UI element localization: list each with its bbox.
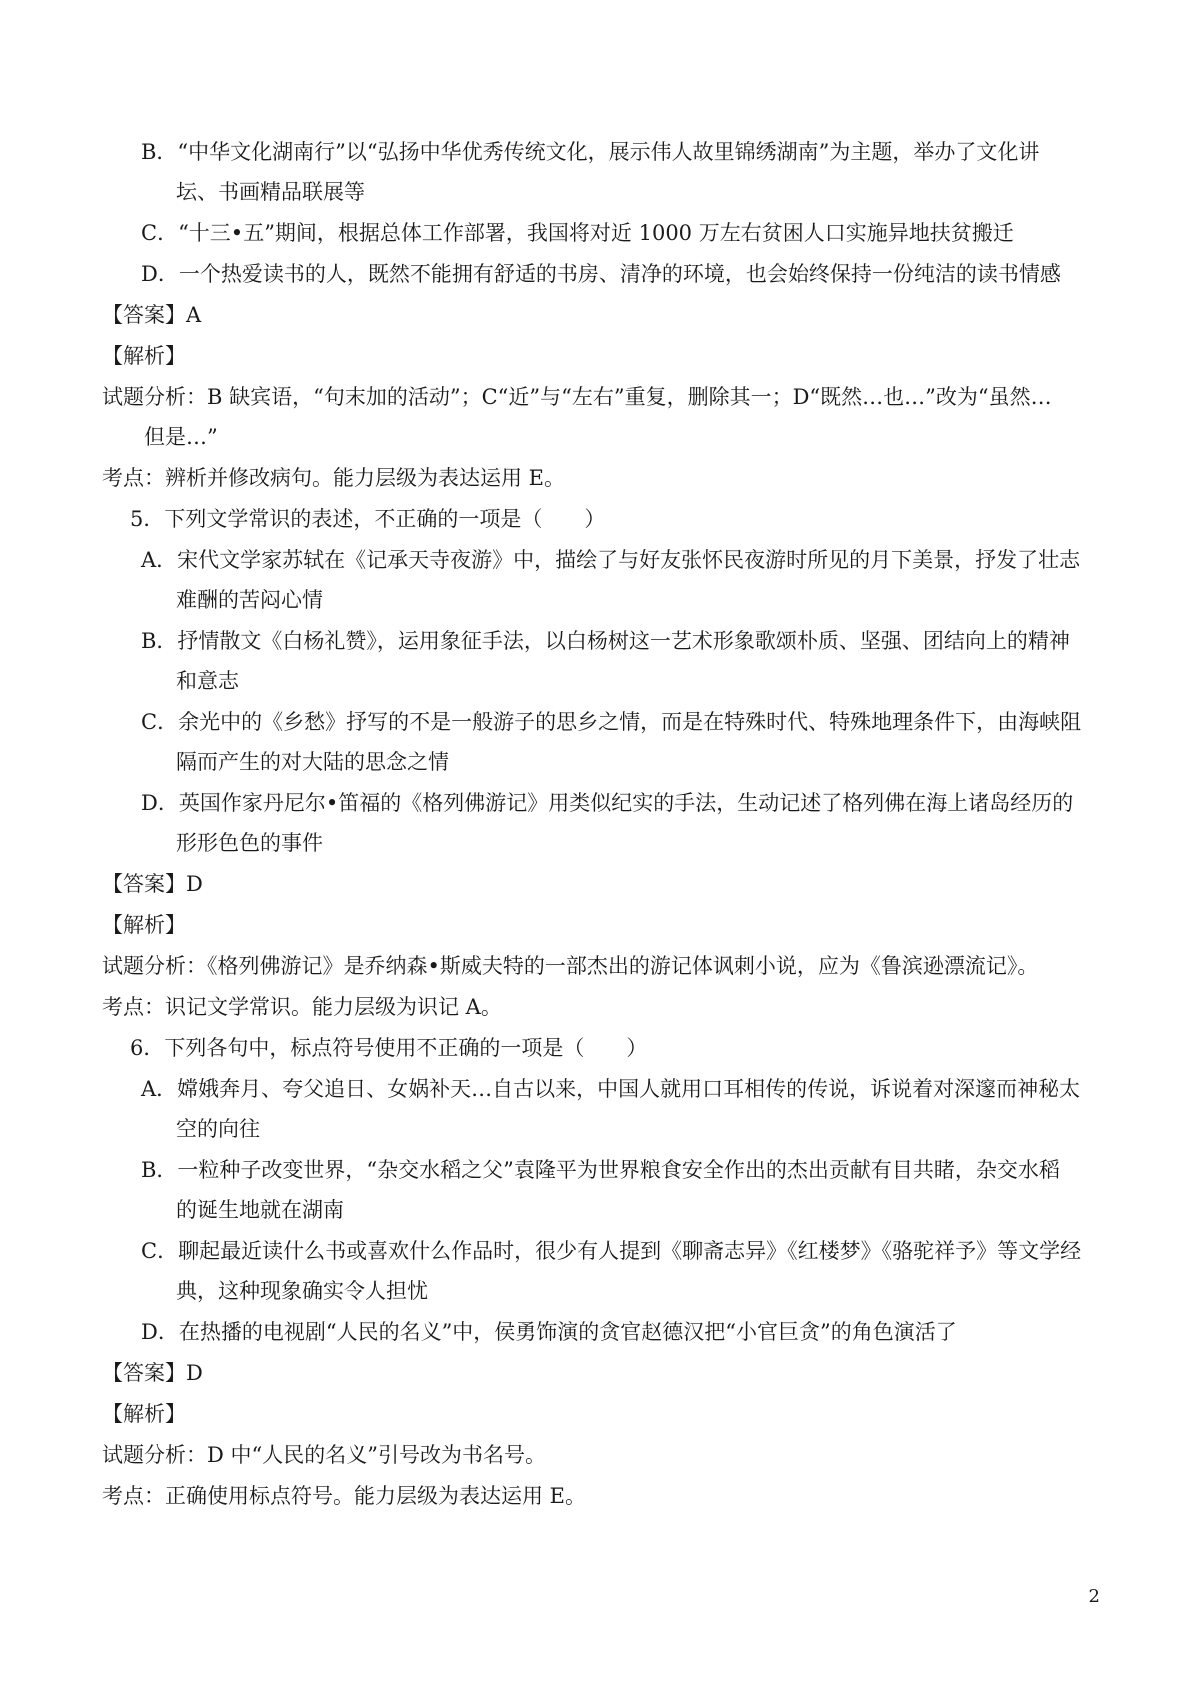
q6-analysis: 试题分析：D 中“人民的名义”引号改为书名号。 (102, 1443, 546, 1467)
q6-answer: 【答案】D (102, 1361, 203, 1385)
q5-option-c-text: C．余光中的《乡愁》抒写的不是一般游子的思乡之情，而是在特殊时代、特殊地理条件下，由海峡阻 (141, 710, 1082, 734)
page-number: 2 (1088, 1586, 1100, 1607)
q5-option-b (141, 627, 1092, 695)
q4-option-c (141, 219, 1092, 247)
q4-option-d-text: D．一个热爱读书的人，既然不能拥有舒适的书房、清净的环境，也会始终保持一份纯洁的读书情感 (141, 262, 1061, 286)
q6-option-a-text: A．嫦娥奔月、夸父追日、女娲补天…自古以来，中国人就用口耳相传的传说，诉说着对深邃而神秘太 (141, 1077, 1081, 1101)
q6-option-c-cont: 典，这种现象确实令人担忧 (176, 1279, 428, 1303)
q6-stem: 6．下列各句中，标点符号使用不正确的一项是（ ） (130, 1036, 648, 1060)
q5-option-b-cont: 和意志 (176, 669, 239, 693)
question-5-options (132, 546, 1092, 857)
q6-option-b-text: B．一粒种子改变世界，“杂交水稻之父”袁隆平为世界粮食安全作出的杰出贡献有目共睹，杂交水稻 (141, 1158, 1060, 1182)
q6-kaodian: 考点：正确使用标点符号。能力层级为表达运用 E。 (102, 1484, 587, 1508)
q5-option-a-cont: 难酬的苦闷心情 (176, 588, 323, 612)
q5-option-d-text: D．英国作家丹尼尔•笛福的《格列佛游记》用类似纪实的手法，生动记述了格列佛在海上诸岛经历的 (141, 791, 1074, 815)
q4-option-b-cont: 坛、书画精品联展等 (176, 180, 365, 204)
q5-option-a (141, 546, 1092, 614)
question-4-options (132, 138, 1092, 288)
q6-option-c (141, 1237, 1092, 1305)
q5-analysis-heading: 【解析】 (102, 913, 186, 937)
q6-option-b-cont: 的诞生地就在湖南 (176, 1198, 344, 1222)
q6-option-a-cont: 空的向往 (176, 1117, 260, 1141)
q5-option-c (141, 708, 1092, 776)
q5-option-d (141, 789, 1092, 857)
q5-option-d-cont: 形形色色的事件 (176, 831, 323, 855)
q5-stem: 5．下列文学常识的表述，不正确的一项是（ ） (130, 507, 606, 531)
q6-option-d (141, 1318, 1092, 1346)
q4-option-c-text: C．“十三•五”期间，根据总体工作部署，我国将对近 1000 万左右贫困人口实施异地扶贫搬迁 (141, 221, 1014, 245)
q6-analysis-heading: 【解析】 (102, 1402, 186, 1426)
q4-analysis-text: 试题分析：B 缺宾语，“句末加的活动”；C“近”与“左右”重复，删除其一；D“既然…也…”改为“虽然… (102, 385, 1052, 409)
q4-analysis-cont: 但是…” (144, 425, 218, 449)
q5-option-b-text: B．抒情散文《白杨礼赞》，运用象征手法，以白杨树这一艺术形象歌颂朴质、坚强、团结向上的精神 (141, 629, 1070, 653)
q6-option-b (141, 1156, 1092, 1224)
q4-analysis (102, 383, 1092, 451)
q4-option-d (141, 260, 1092, 288)
page-content (102, 138, 1092, 1510)
q5-option-a-text: A．宋代文学家苏轼在《记承天寺夜游》中，描绘了与好友张怀民夜游时所见的月下美景，抒发了壮志 (141, 548, 1081, 572)
q4-kaodian: 考点：辨析并修改病句。能力层级为表达运用 E。 (102, 466, 566, 490)
q5-analysis: 试题分析：《格列佛游记》是乔纳森•斯威夫特的一部杰出的游记体讽刺小说，应为《鲁滨逊漂流记》。 (102, 954, 1039, 978)
question-6-options (132, 1075, 1092, 1346)
q4-answer: 【答案】A (102, 303, 202, 327)
q6-option-d-text: D．在热播的电视剧“人民的名义”中，侯勇饰演的贪官赵德汉把“小官巨贪”的角色演活了 (141, 1320, 957, 1344)
q5-answer: 【答案】D (102, 872, 203, 896)
q4-option-b (141, 138, 1092, 206)
q4-option-b-text: B．“中华文化湖南行”以“弘扬中华优秀传统文化，展示伟人故里锦绣湖南”为主题，举办了文化讲 (141, 140, 1040, 164)
q5-option-c-cont: 隔而产生的对大陆的思念之情 (176, 750, 449, 774)
q6-option-a (141, 1075, 1092, 1143)
q6-option-c-text: C．聊起最近读什么书或喜欢什么作品时，很少有人提到《聊斋志异》《红楼梦》《骆驼祥予》等文学经 (141, 1239, 1082, 1263)
q4-analysis-heading: 【解析】 (102, 344, 186, 368)
q5-kaodian: 考点：识记文学常识。能力层级为识记 A。 (102, 995, 502, 1019)
